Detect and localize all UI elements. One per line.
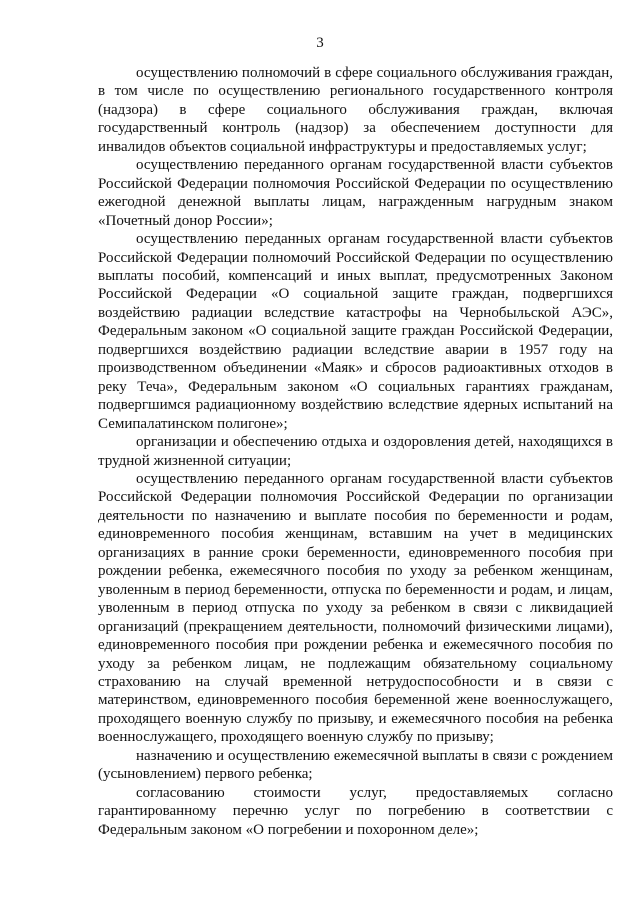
paragraph-radiation-benefits: осуществлению переданных органам государственной власти субъектов Российской Федерации полномочий Российской Федерации по осуществлению выплаты пособий, компенсаций и иных выплат, предусмотренных Законом Российской Федерации «О социальной защите граждан, подвергшихся воздействию радиации вследствие катастрофы на Чернобыльской АЭС», Федеральным законом «О социальной защите граждан Российской Федерации, подвергшихся воздействию радиации вследствие аварии в 1957 году на производственном объединении «Маяк» и сбросов радиоактивных отходов в реку Теча», Федеральным законом «О социальных гарантиях гражданам, подвергшимся радиационному воздействию вследствие ядерных испытаний на Семипалатинском полигоне»;	[98, 231, 613, 432]
paragraph-first-child-payment: назначению и осуществлению ежемесячной выплаты в связи с рождением (усыновлением) первого ребенка;	[98, 747, 613, 783]
paragraph-donor-payment: осуществлению переданного органам государственной власти субъектов Российской Федерации полномочия Российской Федерации по осуществлению ежегодной денежной выплаты лицам, награжденным нагрудным знаком «Почетный донор России»;	[98, 157, 613, 229]
paragraph-social-services: осуществлению полномочий в сфере социального обслуживания граждан, в том числе по осуществлению регионального государственного контроля (надзора) в сфере социального обслуживания граждан, включая государственный контроль (надзор) за обеспечением доступности для инвалидов объектов социальной инфраструктуры и предоставляемых услуг;	[98, 65, 613, 155]
document-body	[98, 64, 613, 839]
page-number: 3	[316, 35, 324, 51]
paragraph-maternity-benefits: осуществлению переданного органам государственной власти субъектов Российской Федерации полномочия Российской Федерации по организации деятельности по назначению и выплате пособия по беременности и родам, единовременного пособия женщинам, вставшим на учет в медицинских организациях в ранние сроки беременности, единовременного пособия при рождении ребенка, ежемесячного пособия по уходу за ребенком женщинам, уволенным в период беременности, отпуска по беременности и родам, и лицам, уволенным в период отпуска по уходу за ребенком в связи с ликвидацией организаций (прекращением деятельности, полномочий физическими лицами), единовременного пособия при рождении ребенка и ежемесячного пособия по уходу за ребенком лицам, не подлежащим обязательному социальному страхованию на случай временной нетрудоспособности и в связи с материнством, единовременного пособия беременной жене военнослужащего, проходящего военную службу по призыву, и ежемесячного пособия на ребенка военнослужащего, проходящего военную службу по призыву;	[98, 470, 613, 746]
paragraph-funeral-services: согласованию стоимости услуг, предоставляемых согласно гарантированному перечню услуг по погребению в соответствии с Федеральным законом «О погребении и похоронном деле»;	[98, 784, 613, 838]
paragraph-children-recreation: организации и обеспечению отдыха и оздоровления детей, находящихся в трудной жизненной ситуации;	[98, 434, 613, 469]
